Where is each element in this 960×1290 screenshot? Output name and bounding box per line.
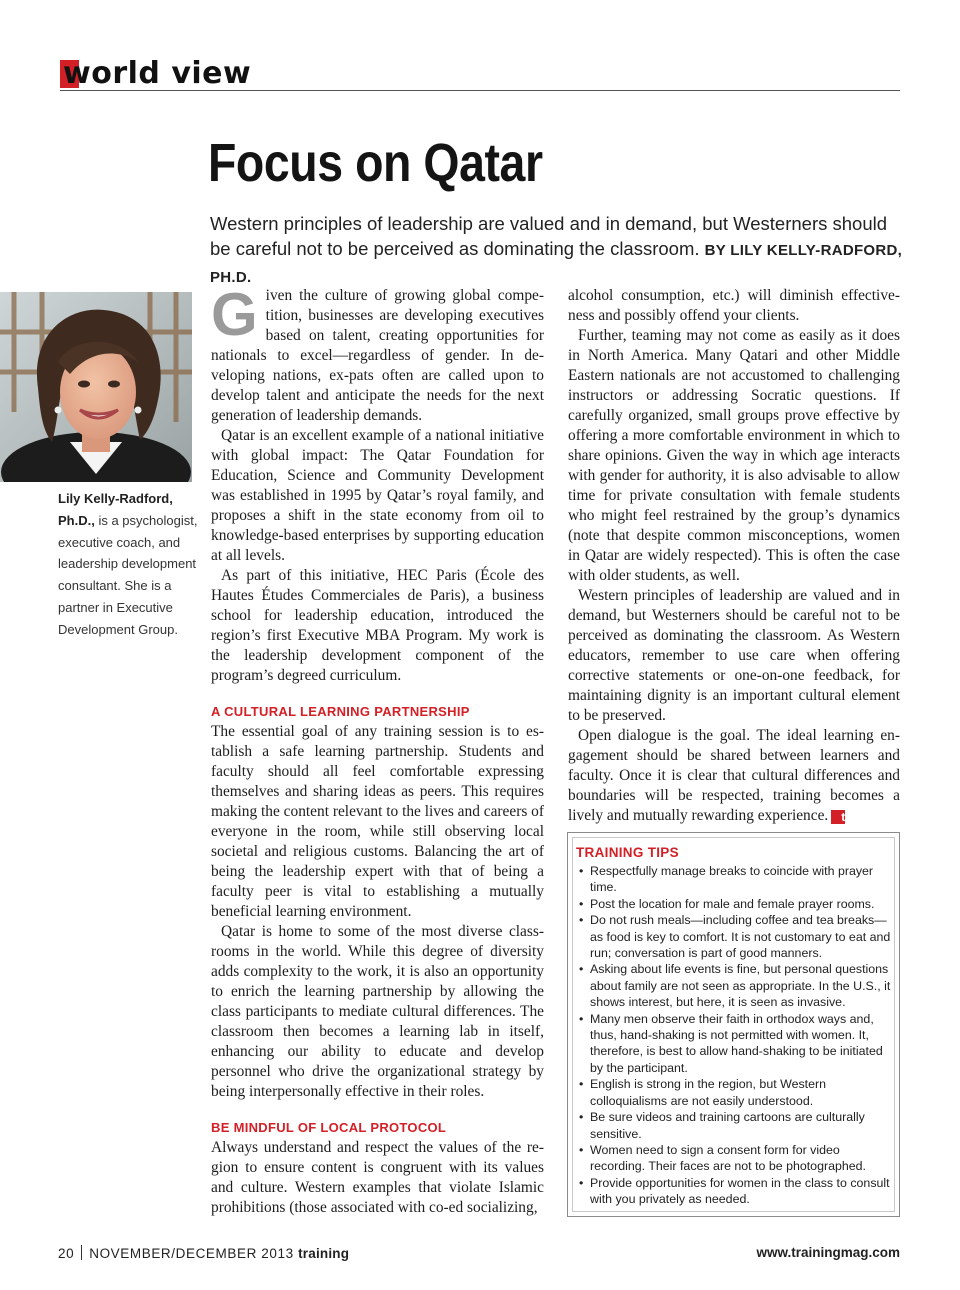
tip-item: • Many men observe their faith in orthodox ways and, thus, hand-shaking is not permitted with women. It, therefore, is best to allow hand-shaking to be initiated by the participant. <box>578 1011 893 1077</box>
paragraph <box>211 281 544 426</box>
page-footer-left <box>58 1245 349 1261</box>
tip-item: • Do not rush meals—including coffee and tea breaks—as food is key to comfort. It is not customary to eat and run; conversation is part of good manners. <box>578 912 893 961</box>
tip-item: • Asking about life events is fine, but personal questions about family are not seen as appropriate. In the U.S., it shows interest, but here, it is seen as invasive. <box>578 961 893 1010</box>
subheading-cultural-learning: A CULTURAL LEARNING PARTNERSHIP <box>211 704 470 719</box>
paragraph: As part of this initiative, HEC Paris (École des Hautes Études Commerciales de Paris), a business school for leadership education, introduced the region’s first Executive MBA Program. My work is the leadership development component of the program’s degreed curriculum. <box>211 567 544 684</box>
paragraph: Qatar is home to some of the most diverse classrooms in the world. While this degree of diversity adds complexity to the work, it is also an opportunity to enrich the learning partnership by allowing the class participants to mediate cultural differences. The classroom then becomes a learning lab in itself, enhancing our ability to educate and develop personnel who drive the organizational strategy by being interpersonally effective in their roles. <box>211 923 544 1100</box>
author-bio <box>58 488 198 641</box>
footer-divider <box>81 1245 82 1260</box>
article-deck <box>210 211 910 290</box>
paragraph: alcohol consumption, etc.) will diminish effectiveness and possibly offend your clients. <box>568 287 900 324</box>
author-bio-name: Lily Kelly-Radford, Ph.D., <box>58 491 173 528</box>
author-portrait <box>0 292 192 482</box>
tip-item: • Women need to sign a consent form for video recording. Their faces are not to be photographed. <box>578 1142 893 1175</box>
article-column-1 <box>211 281 544 1218</box>
drop-cap: G <box>211 281 258 348</box>
paragraph: Western principles of leadership are valued and in demand, but Westerners should be careful not to be perceived as dominating the classroom. As Western educators, remember to use care when offering corrective statements or one-on-one feedback, for maintaining dignity is an important cultural element to be preserved. <box>568 587 900 724</box>
paragraph-text: iven the culture of growing global competition, businesses are developing executives based on talent, creating opportunities for nationals to excel—regardless of gender. In developing nations, ex-pats often are called upon to develop talent and anticipate the needs for the next generation of leadership demands. <box>211 287 544 424</box>
deck-text: Western principles of leadership are valued and in demand, but Westerners should be careful not to be perceived as dominating the classroom. <box>210 213 888 259</box>
tip-item: • Provide opportunities for women in the class to consult with you privately as needed. <box>578 1175 893 1208</box>
page-number: 20 <box>58 1246 75 1261</box>
article-headline: Focus on Qatar <box>208 133 543 193</box>
tip-item: • English is strong in the region, but Western colloquialisms are not easily understood. <box>578 1076 893 1109</box>
paragraph <box>568 726 900 826</box>
paragraph: The essential goal of any training session is to establish a safe learning partnership. Students and faculty should all feel comfortable expressing themselves and sharing ideas as peers. This requires making the content relevant to the lives and careers of everyone in the room, while still observing local societal and religious customs. Balancing the art of being the leadership expert with that of being a faculty peer is vital to establishing a mutually beneficial learning environment. <box>211 723 544 920</box>
training-tips-box <box>567 832 900 1217</box>
tip-item: • Post the location for male and female prayer rooms. <box>578 896 893 912</box>
section-title: world view <box>63 56 252 91</box>
paragraph: Further, teaming may not come as easily as it does in North America. Many Qatari and other Middle Eastern nationals are not accustomed to challenging instructors or addressing Socratic questions. If carefully organized, small groups prove effective by offering a more comfortable environment in which to share opinions. Given the way in which age interacts with gender for authority, it is also advisable to allow time for private consultation with female students who might feel restrained by the group’s dynamics (note that despite common misconceptions, women in Qatar are widely respected). This is often the case with older students, as well. <box>568 327 900 584</box>
training-tips-list <box>578 863 893 1208</box>
author-bio-text: is a psychologist, executive coach, and leadership development consultant. She is a partner in Executive Development Group. <box>58 512 198 637</box>
paragraph: Always understand and respect the values of the region to ensure content is congruent with its values and culture. Western examples that violate Islamic prohibitions (those associated with co-ed socializing, <box>211 1139 544 1216</box>
end-of-article-icon: t <box>831 810 845 824</box>
paragraph: Qatar is an excellent example of a national initiative with global impact: The Qatar Foundation for Education, Science and Community Development was established in 1995 by Qatar’s royal family, and proposes a shift in the state economy from oil to knowledge-based enterprises by supporting education at all levels. <box>211 427 544 564</box>
training-tips-title: TRAINING TIPS <box>576 845 679 860</box>
subheading-local-protocol: BE MINDFUL OF LOCAL PROTOCOL <box>211 1120 447 1135</box>
section-header <box>60 58 900 91</box>
tip-item: • Be sure videos and training cartoons are culturally sensitive. <box>578 1109 893 1142</box>
tip-item: • Respectfully manage breaks to coincide with prayer time. <box>578 863 893 896</box>
article-byline: BY LILY KELLY-RADFORD, PH.D. <box>210 242 903 286</box>
issue-date: NOVEMBER/DECEMBER 2013 <box>89 1246 294 1261</box>
magazine-url[interactable]: www.trainingmag.com <box>756 1245 900 1260</box>
magazine-name: training <box>298 1246 350 1261</box>
article-column-2 <box>568 286 900 826</box>
paragraph-text: Open dialogue is the goal. The ideal learning engagement should be shared between learners and faculty. Once it is clear that cultural differences and boundaries will be respected, training becomes a lively and mutually rewarding experience. <box>568 727 900 824</box>
